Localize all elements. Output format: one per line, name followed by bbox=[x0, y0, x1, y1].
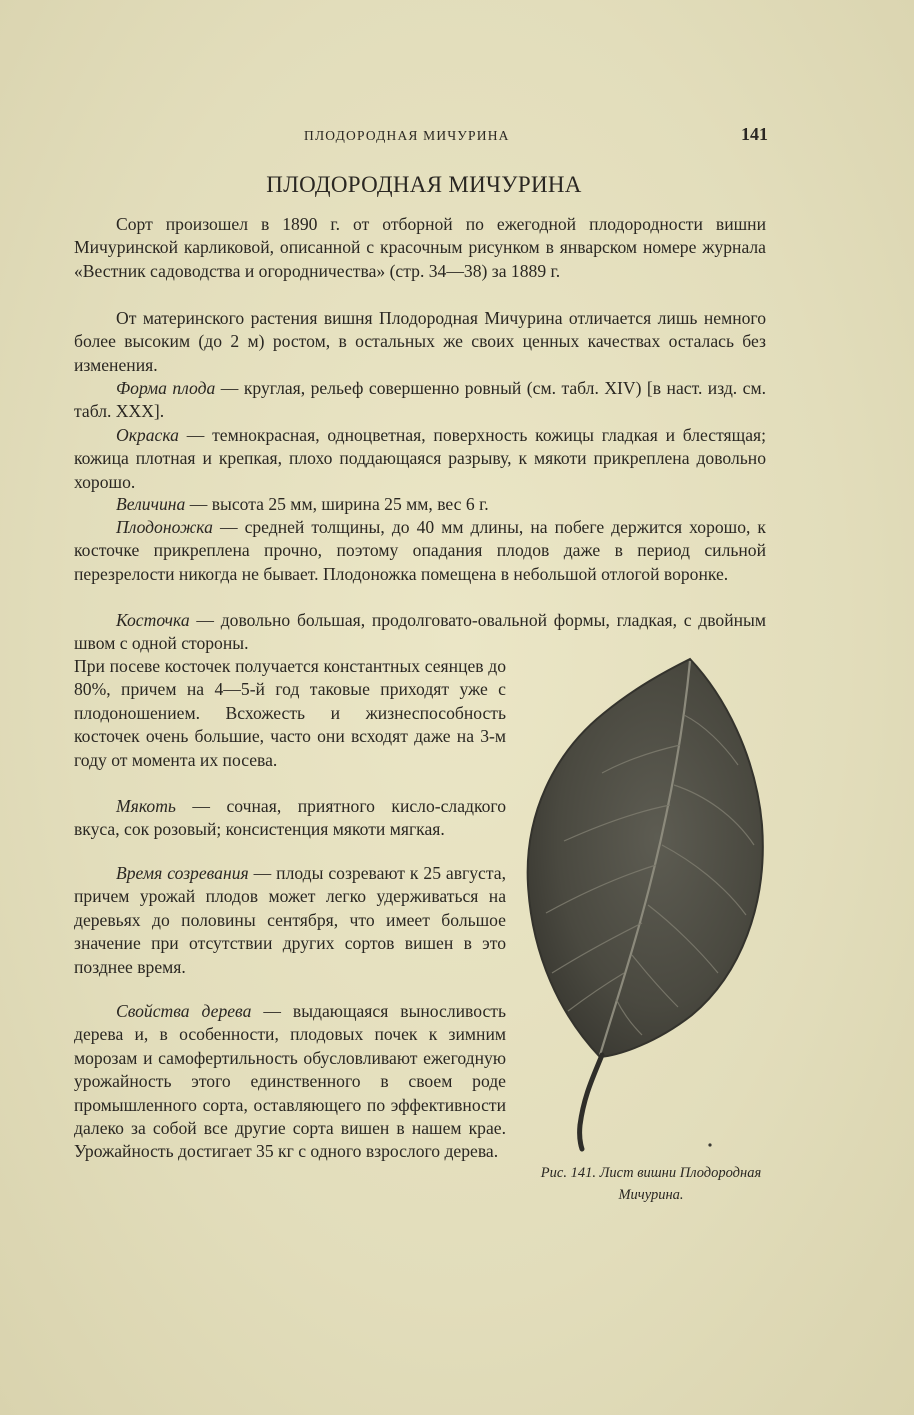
term-ripening: Время созревания bbox=[116, 863, 249, 883]
paragraph-sowing: При посеве косточек получается константных сеянцев до 80%, причем на 4—5-й год таковые приходят уже с плодоношением. Всхожесть и жизнеспособность косточек очень большие, часто они всходят даже на 3-м году от момента их посева. bbox=[74, 656, 506, 770]
text-fruit-shape: — круглая, рельеф совершенно ровный (см. табл. XIV) [в наст. изд. см. табл. XXX]. bbox=[74, 378, 767, 422]
paragraph-origin: Сорт произошел в 1890 г. от отборной по ежегодной плодородности вишни Мичуринской карликовой, описанной с красочным рисунком в январском номере журнала «Вестник садоводства и огородничества» (стр. 34—38) за 1889 г. bbox=[74, 214, 766, 281]
article-title: ПЛОДОРОДНАЯ МИЧУРИНА bbox=[266, 172, 582, 197]
text-color: — темнокрасная, одноцветная, поверхность кожицы гладкая и блестящая; кожица плотная и крепкая, плохо поддающаяся разрыву, к мякоти прикреплена довольно хорошо. bbox=[74, 425, 766, 492]
running-head: ПЛОДОРОДНАЯ МИЧУРИНА bbox=[304, 128, 510, 143]
paragraph-color bbox=[74, 424, 766, 494]
text-tree: — выдающаяся выносливость дерева и, в особенности, плодовых почек к зимним морозам и самофертильность обусловливают ежегодную урожайность этого единственного в своем роде промышленного сорта, оставляющего по эффективности далеко за собой все другие сорта вишен в нашем крае. Урожайность достигает 35 кг с одного взрослого дерева. bbox=[74, 1001, 506, 1162]
paragraph-flesh bbox=[74, 795, 506, 842]
paragraph-ripening bbox=[74, 862, 506, 979]
text-size: — высота 25 мм, ширина 25 мм, вес 6 г. bbox=[185, 494, 489, 514]
term-stone: Косточка bbox=[116, 610, 190, 630]
paragraph-difference: От материнского растения вишня Плодородная Мичурина отличается лишь немного более высоким (до 2 м) ростом, в остальных же своих ценных качествах осталась без изменения. bbox=[74, 308, 766, 375]
leaf-blade bbox=[528, 659, 763, 1057]
paragraph-size bbox=[74, 493, 766, 516]
cherry-leaf-image bbox=[524, 655, 768, 1155]
page-number: 141 bbox=[741, 124, 768, 144]
text-stalk: — средней толщины, до 40 мм длины, на побеге держится хорошо, к косточке прикреплена прочно, поэтому опадания плодов даже в период сильной перезрелости никогда не бывает. Плодоножка помещена в небольшой отлогой воронке. bbox=[74, 517, 766, 584]
term-flesh: Мякоть bbox=[116, 796, 176, 816]
term-color: Окраска bbox=[116, 425, 179, 445]
term-stalk: Плодоножка bbox=[116, 517, 213, 537]
text-flesh: — сочная, приятного кисло-сладкого вкуса, сок розовый; консистенция мякоти мягкая. bbox=[74, 796, 506, 840]
term-tree: Свойства дерева bbox=[116, 1001, 252, 1021]
leaf-stem bbox=[580, 1055, 602, 1149]
paragraph-stone bbox=[74, 609, 766, 656]
term-size: Величина bbox=[116, 494, 186, 514]
text-stone: — довольно большая, продолговато-овальной формы, гладкая, с двойным швом с одной стороны. bbox=[74, 610, 766, 654]
paragraph-stalk bbox=[74, 516, 766, 586]
paragraph-fruit-shape bbox=[74, 377, 766, 424]
text-ripening: — плоды созревают к 25 августа, причем урожай плодов может легко удерживаться на деревьях до половины сентября, что имеет большое значение при отсутствии других сортов вишен в это позднее время. bbox=[74, 863, 506, 977]
figure-caption: Рис. 141. Лист вишни Плодородная Мичурина. bbox=[540, 1165, 762, 1203]
term-fruit-shape: Форма плода bbox=[116, 378, 216, 398]
speck bbox=[708, 1143, 711, 1146]
paragraph-tree bbox=[74, 1000, 506, 1164]
